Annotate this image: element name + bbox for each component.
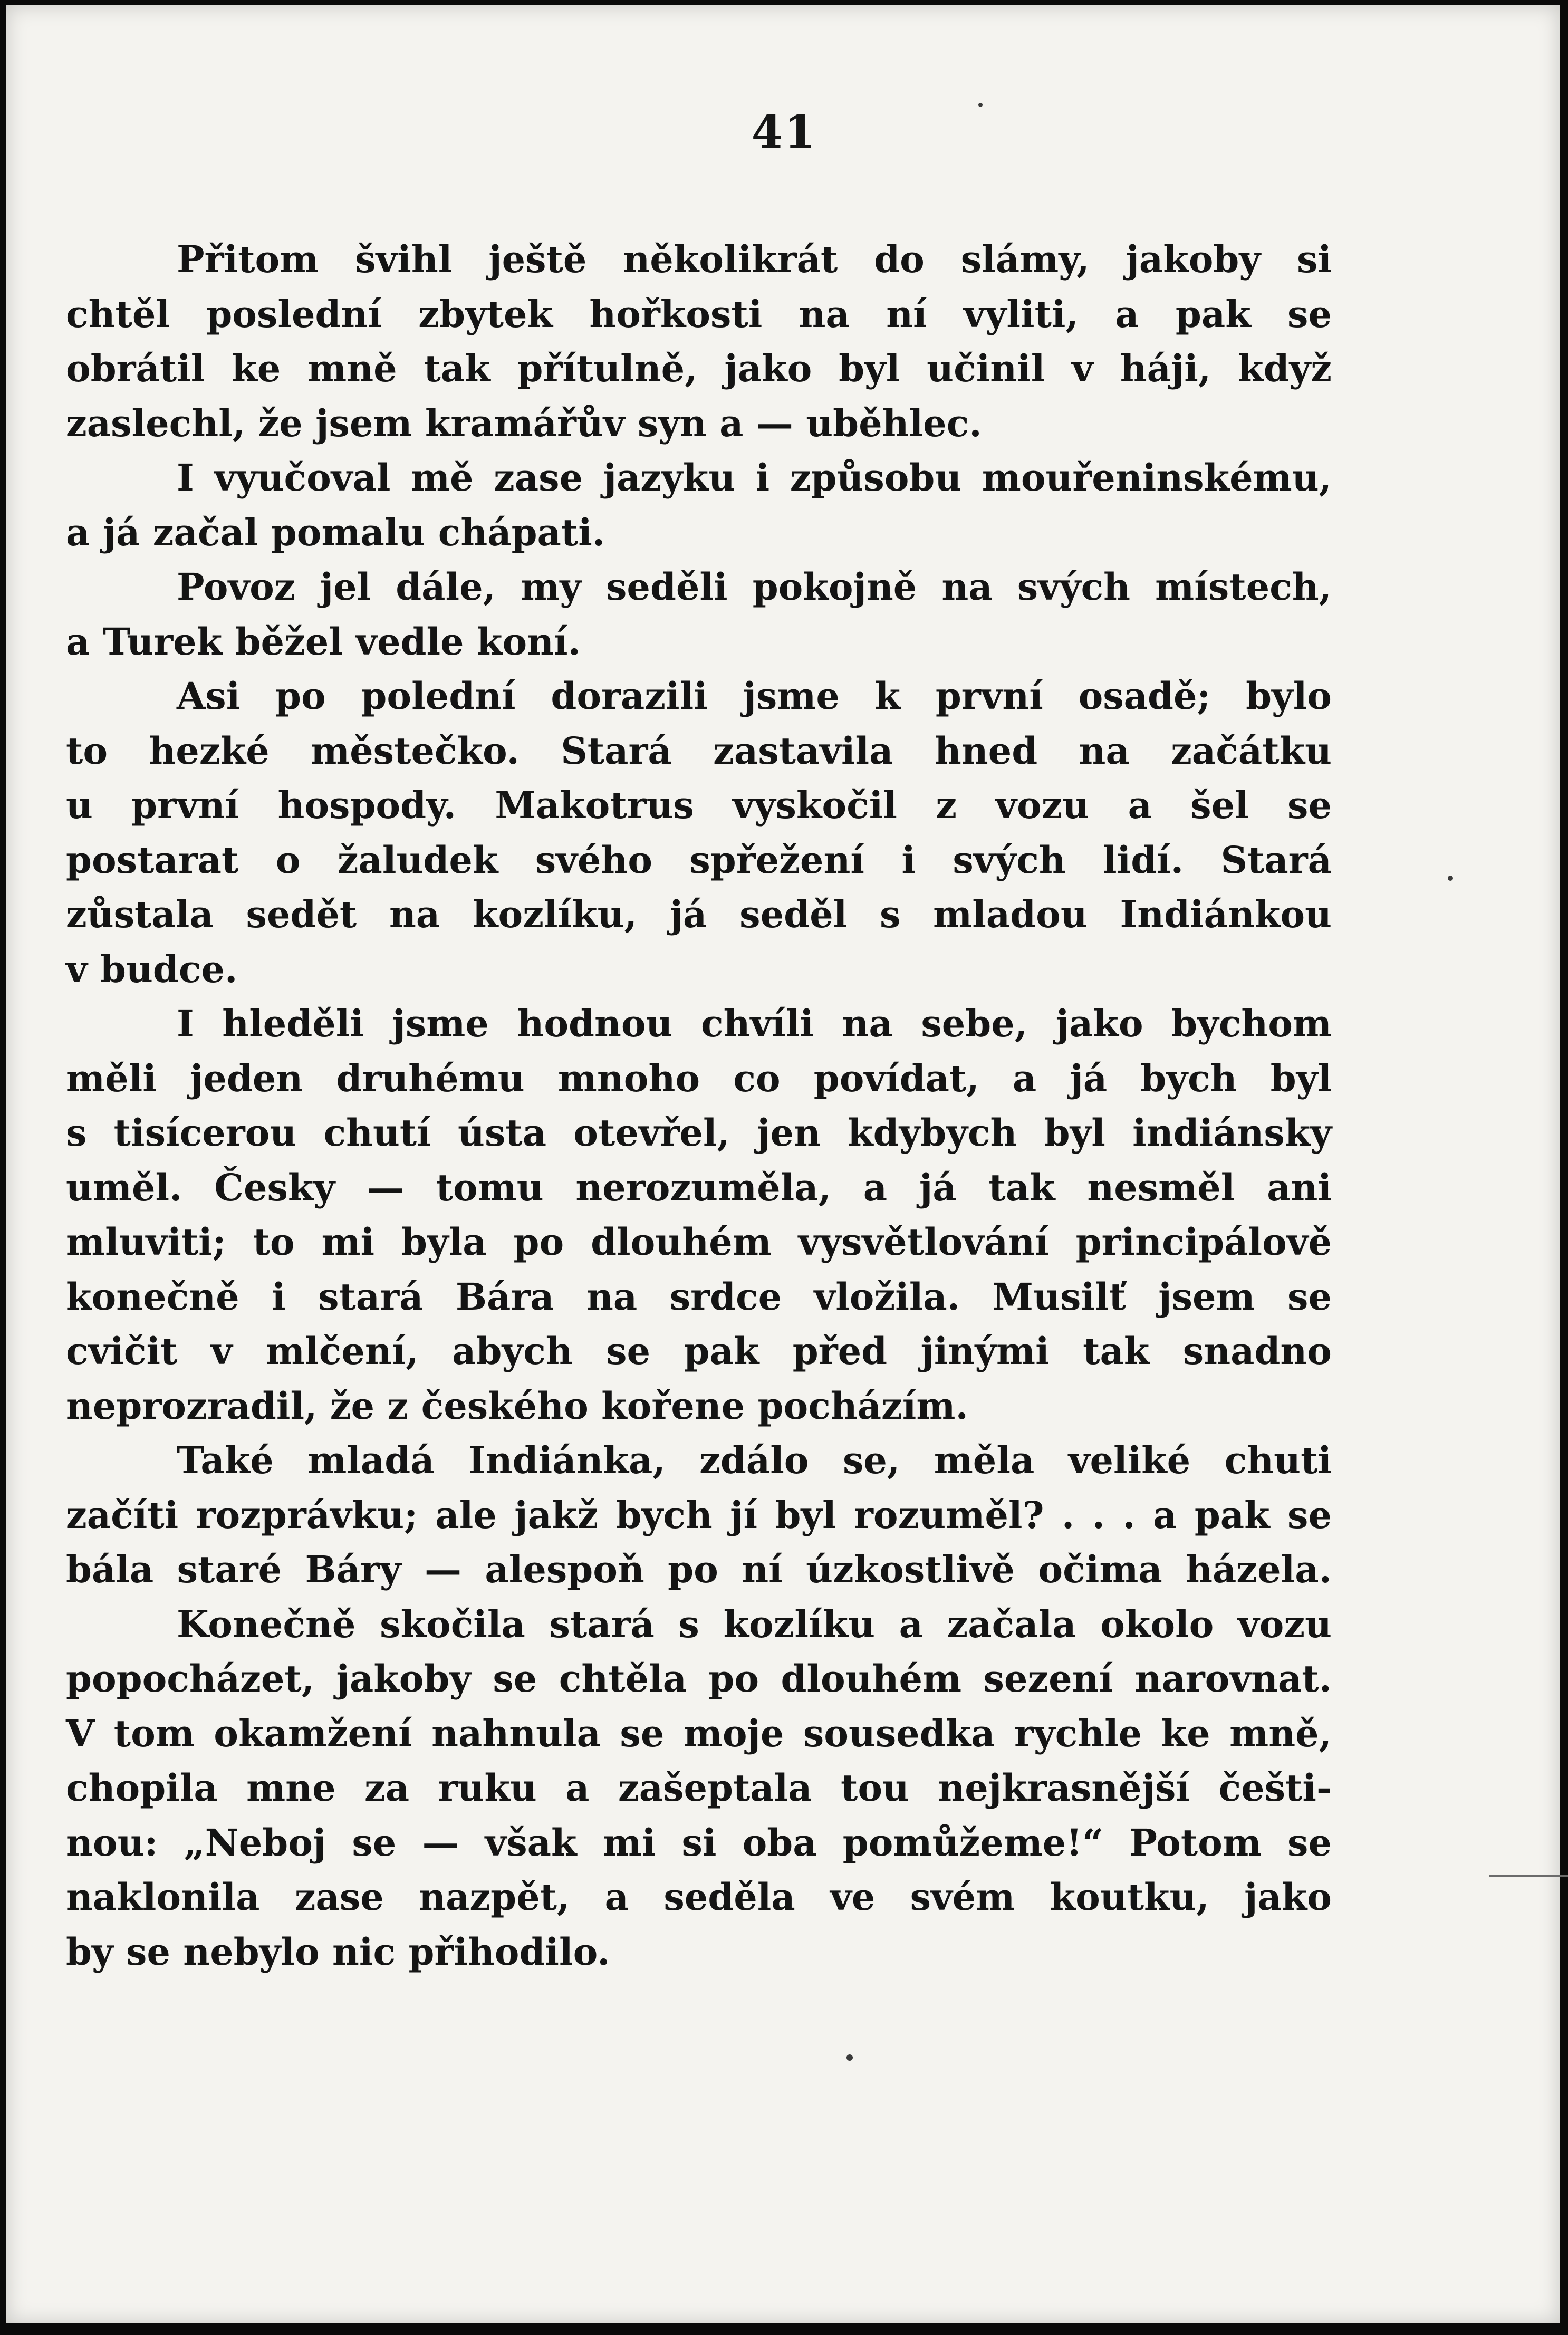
text-line: Povoz jel dále, my seděli pokojně na svých místech,: [177, 565, 1332, 609]
text-line: by se nebylo nic přihodilo.: [66, 1929, 610, 1974]
text-line: to hezké městečko. Stará zastavila hned na začátku: [66, 728, 1332, 773]
text-line: měli jeden druhému mnoho co povídat, a já bych byl: [66, 1056, 1332, 1100]
body-text: [66, 232, 1332, 1979]
speck: [978, 103, 983, 107]
text-line: neprozradil, že z českého kořene pocházím.: [66, 1383, 968, 1428]
text-line: bála staré Báry — alespoň po ní úzkostlivě očima házela.: [66, 1548, 1332, 1591]
text-line: s tisícerou chutí ústa otevřel, jen kdybych byl indiánsky: [66, 1111, 1332, 1155]
speck: [846, 2054, 853, 2061]
text-line: I vyučoval mě zase jazyku i způsobu mouřeninskému,: [177, 456, 1332, 499]
text-line: Konečně skočila stará s kozlíku a začala okolo vozu: [177, 1602, 1332, 1646]
text-line: chtěl poslední zbytek hořkosti na ní vyliti, a pak se: [66, 292, 1332, 336]
text-line: chopila mne za ruku a zašeptala tou nejkrasnější češti-: [66, 1766, 1332, 1810]
text-line: I hleděli jsme hodnou chvíli na sebe, jako bychom: [177, 1002, 1332, 1045]
text-line: Asi po polední dorazili jsme k první osadě; bylo: [177, 674, 1332, 718]
margin-mark: [1489, 1875, 1568, 1877]
text-line: a Turek běžel vedle koní.: [66, 619, 581, 664]
text-line: v budce.: [66, 947, 238, 991]
text-line: Přitom švihl ještě několikrát do slámy, jakoby si: [177, 237, 1332, 281]
text-line: a já začal pomalu chápati.: [66, 510, 605, 554]
speck: [1448, 876, 1453, 881]
text-line: uměl. Česky — tomu nerozuměla, a já tak nesměl ani: [66, 1165, 1332, 1209]
text-line: začíti rozprávku; ale jakž bych jí byl rozuměl? . . . a pak se: [66, 1493, 1332, 1537]
text-line: mluviti; to mi byla po dlouhém vysvětlování principálově: [66, 1220, 1332, 1264]
text-line: konečně i stará Bára na srdce vložila. Musilť jsem se: [66, 1274, 1332, 1319]
text-line: obrátil ke mně tak přítulně, jako byl učinil v háji, když: [66, 347, 1332, 390]
text-line: nou: „Neboj se — však mi si oba pomůžeme!“ Potom se: [66, 1820, 1332, 1865]
text-line: u první hospody. Makotrus vyskočil z vozu a šel se: [66, 783, 1332, 827]
text-line: Také mladá Indiánka, zdálo se, měla veliké chuti: [177, 1438, 1332, 1482]
text-line: postarat o žaludek svého spřežení i svých lidí. Stará: [66, 838, 1332, 882]
text-line: naklonila zase nazpět, a seděla ve svém koutku, jako: [66, 1875, 1332, 1919]
text-line: V tom okamžení nahnula se moje sousedka rychle ke mně,: [66, 1711, 1332, 1755]
text-line: cvičit v mlčení, abych se pak před jinými tak snadno: [66, 1329, 1332, 1373]
text-line: zůstala sedět na kozlíku, já seděl s mladou Indiánkou: [66, 892, 1332, 936]
text-line: popocházet, jakoby se chtěla po dlouhém sezení narovnat.: [66, 1657, 1332, 1700]
page-number: 41: [751, 105, 817, 159]
text-line: zaslechl, že jsem kramářův syn a — uběhlec.: [66, 401, 982, 445]
